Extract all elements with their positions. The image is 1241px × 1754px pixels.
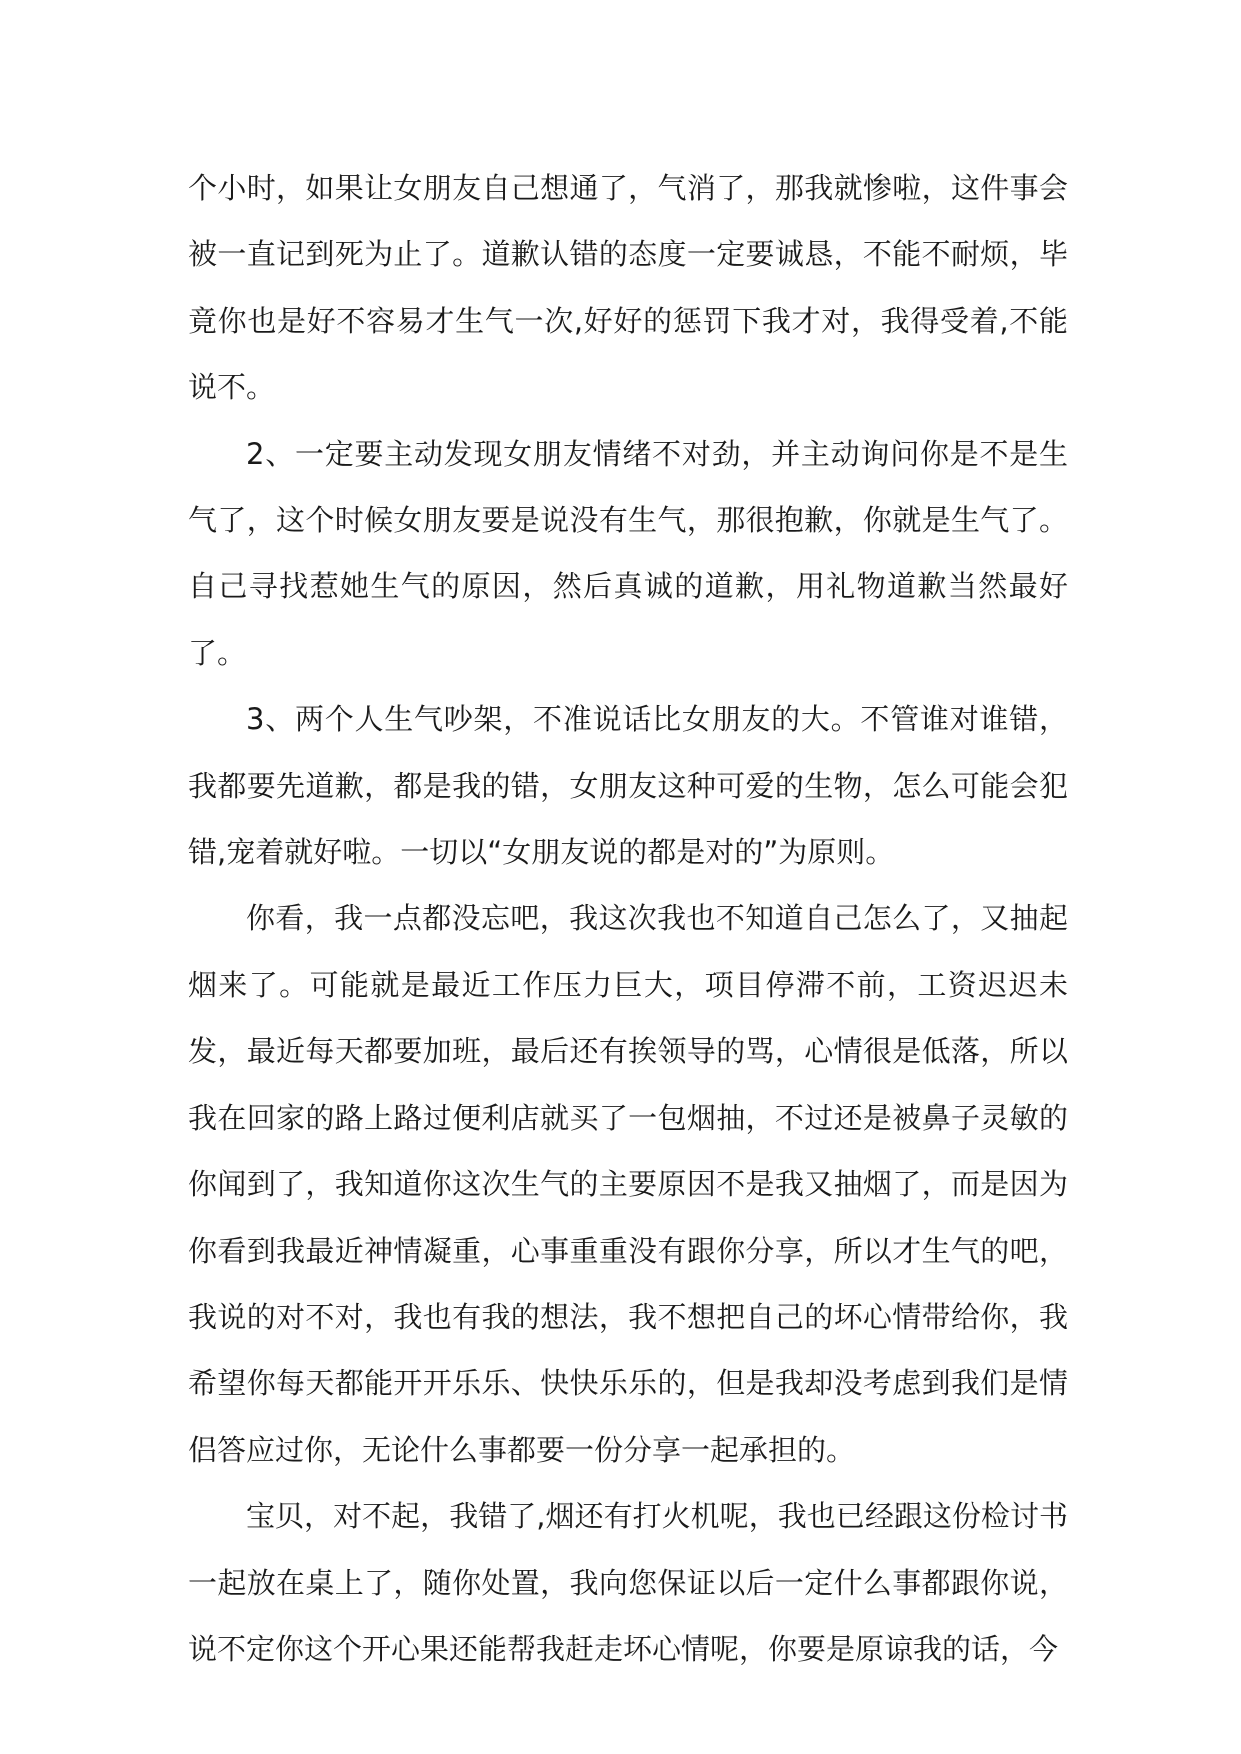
paragraph-1: 个小时，如果让女朋友自己想通了，气消了，那我就惨啦，这件事会被一直记到死为止了。道歉认错的态度一定要诚恳，不能不耐烦，毕竟你也是好不容易才生气一次,好好的惩罚下我才对，我得受着,不能说不。	[188, 171, 1068, 405]
paragraph-2: 2、一定要主动发现女朋友情绪不对劲，并主动询问你是不是生气了，这个时候女朋友要是说没有生气，那很抱歉，你就是生气了。自己寻找惹她生气的原因，然后真诚的道歉，用礼物道歉当然最好了。	[188, 436, 1068, 670]
paragraph-3: 3、两个人生气吵架，不准说话比女朋友的大。不管谁对谁错，我都要先道歉，都是我的错，女朋友这种可爱的生物，怎么可能会犯错,宠着就好啦。一切以“女朋友说的都是对的”为原则。	[188, 702, 1068, 870]
paragraph-4: 你看，我一点都没忘吧，我这次我也不知道自己怎么了，又抽起烟来了。可能就是最近工作压力巨大，项目停滞不前，工资迟迟未发，最近每天都要加班，最后还有挨领导的骂，心情很是低落，所以我在回家的路上路过便利店就买了一包烟抽，不过还是被鼻子灵敏的你闻到了，我知道你这次生气的主要原因不是我又抽烟了，而是因为你看到我最近神情凝重，心事重重没有跟你分享，所以才生气的吧，我说的对不对，我也有我的想法，我不想把自己的坏心情带给你，我希望你每天都能开开乐乐、快快乐乐的，但是我却没考虑到我们是情侣答应过你，无论什么事都要一份分享一起承担的。	[188, 901, 1068, 1467]
body-text	[188, 155, 1068, 1682]
paragraph-5: 宝贝，对不起，我错了,烟还有打火机呢，我也已经跟这份检讨书一起放在桌上了，随你处置，我向您保证以后一定什么事都跟你说，说不定你这个开心果还能帮我赶走坏心情呢，你要是原谅我的话，今	[188, 1499, 1068, 1666]
